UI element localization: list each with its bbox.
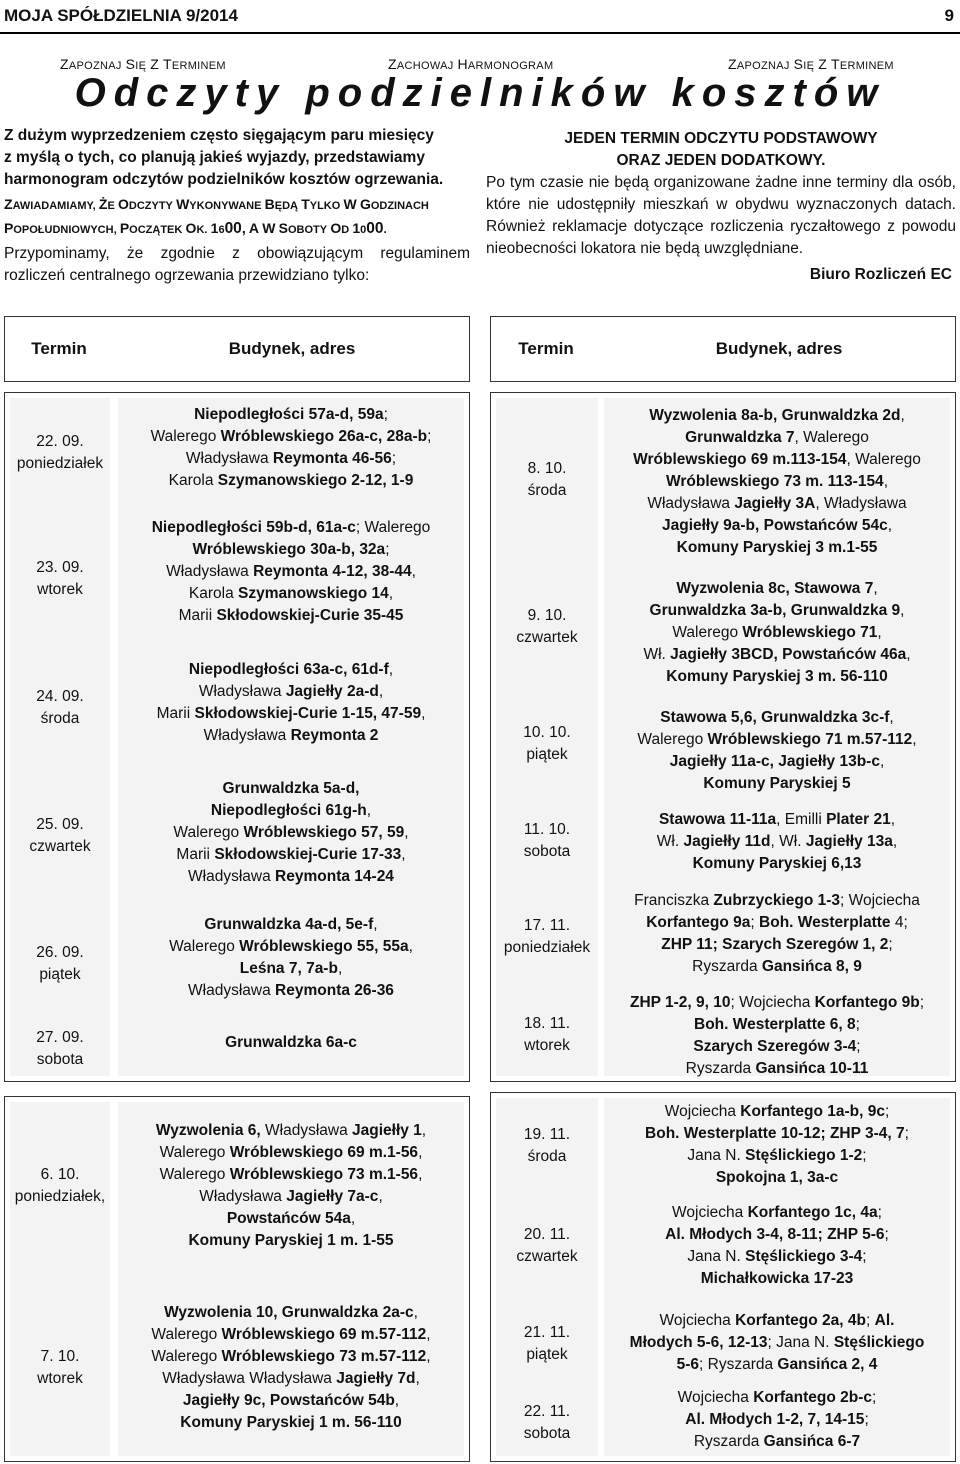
- address-cell: [604, 1384, 950, 1456]
- address-line: Marii Skłodowskiej-Curie 1-15, 47-59,: [156, 705, 426, 722]
- address-line: Grunwaldzka 6a-c: [225, 1034, 357, 1051]
- header-budynek: Budynek, adres: [228, 339, 356, 358]
- address-line: Walerego Wróblewskiego 71,: [672, 624, 882, 641]
- reading-weekday: piątek: [526, 1346, 568, 1363]
- reading-date: 6. 10.: [40, 1166, 80, 1183]
- reading-date: 20. 11.: [523, 1226, 571, 1243]
- date-cell: [496, 796, 598, 886]
- address-line: Michałkowicka 17-23: [700, 1270, 854, 1287]
- date-cell: [496, 398, 598, 562]
- address-line: Jagiełły 9a-b, Powstańców 54c,: [661, 517, 893, 534]
- notice-end: .: [383, 224, 387, 236]
- intro-bold-line: Z dużym wyprzedzeniem często sięgającym paru miesięcy: [4, 127, 434, 144]
- address-cell: [604, 700, 950, 802]
- reading-weekday: sobota: [523, 843, 571, 860]
- address-line: Szarych Szeregów 3-4;: [693, 1038, 861, 1055]
- hours-notice-line-1: ZAWIADAMIAMY, ŻE ODCZYTY WYKONYWANE BĘDĄ TYLKO W GODZINACH: [4, 196, 429, 212]
- address-line: Niepodległości 61g-h,: [210, 802, 372, 819]
- address-line: Władysława Reymonta 26-36: [188, 982, 394, 999]
- reading-date: 21. 11.: [523, 1324, 571, 1341]
- date-cell: [496, 1194, 598, 1298]
- reading-weekday: sobota: [523, 1425, 571, 1442]
- address-line: Walerego Wróblewskiego 73 m.57-112,: [151, 1348, 431, 1365]
- address-line: Spokojna 1, 3a-c: [715, 1169, 839, 1186]
- reading-date: 27. 09.: [36, 1029, 84, 1046]
- address-cell: [118, 1102, 464, 1270]
- address-line: Ryszarda Gansińca 8, 9: [692, 958, 862, 975]
- date-cell: [496, 692, 598, 796]
- address-line: Marii Skłodowskiej-Curie 17-33,: [176, 846, 406, 863]
- reading-date: 7. 10.: [40, 1348, 80, 1365]
- address-line: ZHP 1-2, 9, 10; Wojciecha Korfantego 9b;: [629, 994, 925, 1011]
- date-cell: [496, 1390, 598, 1456]
- address-line: Grunwaldzka 3a-b, Grunwaldzka 9,: [649, 602, 905, 619]
- address-line: Komuny Paryskiej 1 m. 1-55: [188, 1232, 394, 1249]
- reading-weekday: sobota: [36, 1051, 84, 1068]
- address-line: Władysława Reymonta 14-24: [188, 868, 394, 885]
- address-line: Wojciecha Korfantego 2a, 4b; Al.: [659, 1312, 895, 1329]
- address-line: Wł. Jagiełły 11d, Wł. Jagiełły 13a,: [656, 833, 898, 850]
- address-line: Władysława Reymonta 46-56;: [185, 450, 397, 467]
- address-cell: [118, 646, 464, 760]
- header-rule: [0, 32, 960, 34]
- reading-date: 8. 10.: [527, 460, 567, 477]
- address-line: Wojciecha Korfantego 1c, 4a;: [672, 1204, 882, 1221]
- address-line: Korfantego 9a; Boh. Westerplatte 4;: [646, 914, 908, 931]
- date-cell: [10, 1280, 110, 1456]
- address-line: Władysława Jagiełły 3A, Władysława: [647, 495, 907, 512]
- address-line: Władysława Reymonta 2: [203, 727, 379, 744]
- reading-weekday: poniedziałek,: [14, 1188, 106, 1205]
- reading-date: 24. 09.: [36, 688, 84, 705]
- address-line: Karola Szymanowskiego 14,: [188, 585, 394, 602]
- address-line: Wróblewskiego 69 m.113-154, Walerego: [633, 451, 921, 468]
- notice-heading-1: JEDEN TERMIN ODCZYTU PODSTAWOWY: [564, 130, 878, 147]
- address-line: Wyzwolenia 8a-b, Grunwaldzka 2d,: [649, 407, 905, 424]
- reading-date: 26. 09.: [36, 944, 84, 961]
- address-line: Walerego Wróblewskiego 55, 55a,: [169, 938, 413, 955]
- reading-weekday: środa: [527, 482, 567, 499]
- intro-bold-line: harmonogram odczytów podzielników kosztów ogrzewania.: [4, 171, 444, 188]
- header-budynek: Budynek, adres: [715, 339, 843, 358]
- address-line: Walerego Wróblewskiego 57, 59,: [173, 824, 409, 841]
- notice-signature: Biuro Rozliczeń EC: [809, 266, 952, 283]
- date-cell: [10, 508, 110, 650]
- kicker-right: ZAPOZNAJ SIĘ Z TERMINEM: [728, 56, 894, 72]
- reading-date: 19. 11.: [523, 1126, 571, 1143]
- address-line: Komuny Paryskiej 5: [703, 775, 851, 792]
- reading-weekday: poniedziałek: [16, 455, 104, 472]
- address-line: Jana N. Stęślickiego 3-4;: [687, 1248, 867, 1265]
- address-line: Stawowa 5,6, Grunwaldzka 3c-f,: [660, 709, 894, 726]
- reading-weekday: wtorek: [37, 581, 83, 598]
- kicker-left: ZAPOZNAJ SIĘ Z TERMINEM: [60, 56, 226, 72]
- address-line: Marii Skłodowskiej-Curie 35-45: [178, 607, 404, 624]
- address-cell: [118, 498, 464, 646]
- date-cell: [496, 886, 598, 988]
- date-cell: [10, 398, 110, 508]
- header-termin: Termin: [518, 339, 574, 358]
- address-line: Al. Młodych 1-2, 7, 14-15;: [685, 1411, 869, 1428]
- reading-date: 25. 09.: [36, 816, 84, 833]
- date-cell: [496, 562, 598, 692]
- address-cell: [118, 398, 464, 498]
- kicker-center: ZACHOWAJ HARMONOGRAM: [388, 56, 554, 72]
- notice-heading-2: ORAZ JEDEN DODATKOWY.: [616, 152, 826, 169]
- address-cell: [604, 1298, 950, 1388]
- address-line: Jagiełły 9c, Powstańców 54b,: [182, 1392, 400, 1409]
- magazine-issue: MOJA SPÓŁDZIELNIA 9/2014: [4, 6, 238, 25]
- address-line: Wróblewskiego 30a-b, 32a;: [192, 541, 390, 558]
- address-line: Młodych 5-6, 12-13; Jana N. Stęślickiego: [629, 1334, 925, 1351]
- reading-weekday: czwartek: [516, 629, 578, 646]
- address-cell: [118, 760, 464, 906]
- address-line: Komuny Paryskiej 1 m. 56-110: [180, 1414, 402, 1431]
- date-cell: [496, 1298, 598, 1390]
- address-line: 5-6; Ryszarda Gansińca 2, 4: [676, 1356, 878, 1373]
- address-line: Wojciecha Korfantego 2b-c;: [677, 1389, 877, 1406]
- address-line: Ryszarda Gansińca 6-7: [693, 1433, 861, 1450]
- page-number: 9: [944, 6, 954, 25]
- reading-weekday: wtorek: [37, 1370, 83, 1387]
- date-cell: [10, 1022, 110, 1076]
- reading-date: 17. 11.: [523, 917, 571, 934]
- page-header: [0, 0, 960, 34]
- address-cell: [604, 1196, 950, 1296]
- date-cell: [10, 650, 110, 766]
- address-line: Władysława Jagiełły 7a-c,: [199, 1188, 383, 1205]
- address-line: Karola Szymanowskiego 2-12, 1-9: [168, 472, 414, 489]
- address-cell: [604, 798, 950, 886]
- address-line: Stawowa 11-11a, Emilli Plater 21,: [658, 811, 896, 828]
- time-saturday-sup: 00: [366, 220, 384, 237]
- address-line: Niepodległości 59b-d, 61a-c; Walerego: [151, 519, 431, 536]
- intro-paragraph: Przypominamy, że zgodnie z obowiązującym regulaminem rozliczeń centralnego ogrzewania przewidziano tylko:: [4, 245, 470, 284]
- reading-weekday: piątek: [526, 746, 568, 763]
- address-cell: [604, 566, 950, 700]
- address-line: Grunwaldzka 4a-d, 5e-f,: [204, 916, 378, 933]
- address-line: Komuny Paryskiej 6,13: [692, 855, 862, 872]
- address-cell: [118, 1280, 464, 1456]
- address-line: Franciszka Zubrzyckiego 1-3; Wojciecha: [634, 892, 920, 909]
- address-line: Walerego Wróblewskiego 71 m.57-112,: [637, 731, 917, 748]
- date-cell: [10, 766, 110, 906]
- intro-text: [4, 125, 470, 287]
- address-line: Walerego Wróblewskiego 69 m.1-56,: [159, 1144, 423, 1161]
- reading-weekday: środa: [40, 710, 80, 727]
- reading-weekday: środa: [527, 1148, 567, 1165]
- address-line: Wł. Jagiełły 3BCD, Powstańców 46a,: [643, 646, 911, 663]
- date-cell: [10, 1102, 110, 1270]
- notice-body: Po tym czasie nie będą organizowane żadne inne terminy dla osób, które nie udostępniły mieszkań w obydwu wyznaczonych datach. Również reklamacje dotyczące rozliczenia ryczałtowego z powodu nieobecności lokatora nie będą uwzględniane.: [486, 174, 956, 257]
- reading-date: 18. 11.: [523, 1015, 571, 1032]
- reading-weekday: czwartek: [29, 838, 91, 855]
- address-line: Grunwaldzka 5a-d,: [222, 780, 360, 797]
- address-line: Wyzwolenia 10, Grunwaldzka 2a-c,: [164, 1304, 418, 1321]
- address-line: Wyzwolenia 6, Władysława Jagiełły 1,: [155, 1122, 427, 1139]
- reading-date: 10. 10.: [523, 724, 571, 741]
- address-line: Leśna 7, 7a-b,: [239, 960, 343, 977]
- intro-bold-line: z myślą o tych, co planują jakieś wyjazdy, przedstawiamy: [4, 149, 425, 166]
- address-line: Komuny Paryskiej 3 m. 56-110: [666, 668, 888, 685]
- address-line: Władysława Reymonta 4-12, 38-44,: [166, 563, 416, 580]
- address-line: Komuny Paryskiej 3 m.1-55: [676, 539, 878, 556]
- address-line: ZHP 11; Szarych Szeregów 1, 2;: [661, 936, 893, 953]
- reading-date: 22. 09.: [36, 433, 84, 450]
- address-cell: [604, 884, 950, 984]
- address-line: Władysława Władysława Jagiełły 7d,: [162, 1370, 420, 1387]
- reading-date: 9. 10.: [527, 607, 567, 624]
- address-line: Wojciecha Korfantego 1a-b, 9c;: [664, 1103, 890, 1120]
- address-line: Ryszarda Gansińca 10-11: [685, 1060, 869, 1077]
- address-line: Walerego Wróblewskiego 73 m.1-56,: [159, 1166, 423, 1183]
- address-line: Niepodległości 63a-c, 61d-f,: [188, 661, 394, 678]
- reading-date: 22. 11.: [523, 1403, 571, 1420]
- address-cell: [604, 398, 950, 566]
- page-title: Odczyty podzielników kosztów: [74, 71, 886, 115]
- address-line: Walerego Wróblewskiego 26a-c, 28a-b;: [150, 428, 432, 445]
- reading-date: 11. 10.: [523, 821, 571, 838]
- date-cell: [496, 1098, 598, 1194]
- address-cell: [604, 990, 950, 1082]
- address-line: Boh. Westerplatte 10-12; ZHP 3-4, 7;: [645, 1125, 909, 1142]
- address-line: Powstańców 54a,: [226, 1210, 356, 1227]
- time-start-sup: 00: [224, 220, 242, 237]
- hours-notice-line-2: POPOŁUDNIOWYCH, POCZĄTEK OK. 1600, A W SOBOTY OD 1000.: [4, 220, 387, 237]
- header-termin: Termin: [31, 339, 87, 358]
- address-cell: [118, 906, 464, 1010]
- reading-date: 23. 09.: [36, 559, 84, 576]
- reading-weekday: poniedziałek: [503, 939, 591, 956]
- address-line: Niepodległości 57a-d, 59a;: [194, 406, 388, 423]
- address-line: Grunwaldzka 7, Walerego: [685, 429, 869, 446]
- schedule-notice: [486, 128, 956, 286]
- address-line: Wyzwolenia 8c, Stawowa 7,: [676, 580, 878, 597]
- address-cell: [604, 1098, 950, 1192]
- address-cell: [118, 1010, 464, 1076]
- address-line: Jana N. Stęślickiego 1-2;: [687, 1147, 867, 1164]
- address-line: Al. Młodych 3-4, 8-11; ZHP 5-6;: [665, 1226, 889, 1243]
- address-line: Wróblewskiego 73 m. 113-154,: [666, 473, 888, 490]
- date-cell: [10, 906, 110, 1022]
- address-line: Władysława Jagiełły 2a-d,: [198, 683, 384, 700]
- address-line: Jagiełły 11a-c, Jagiełły 13b-c,: [669, 753, 885, 770]
- reading-weekday: piątek: [39, 966, 81, 983]
- reading-weekday: wtorek: [524, 1037, 570, 1054]
- address-line: Boh. Westerplatte 6, 8;: [694, 1016, 860, 1033]
- reading-weekday: czwartek: [516, 1248, 578, 1265]
- date-cell: [496, 988, 598, 1082]
- address-line: Walerego Wróblewskiego 69 m.57-112,: [151, 1326, 431, 1343]
